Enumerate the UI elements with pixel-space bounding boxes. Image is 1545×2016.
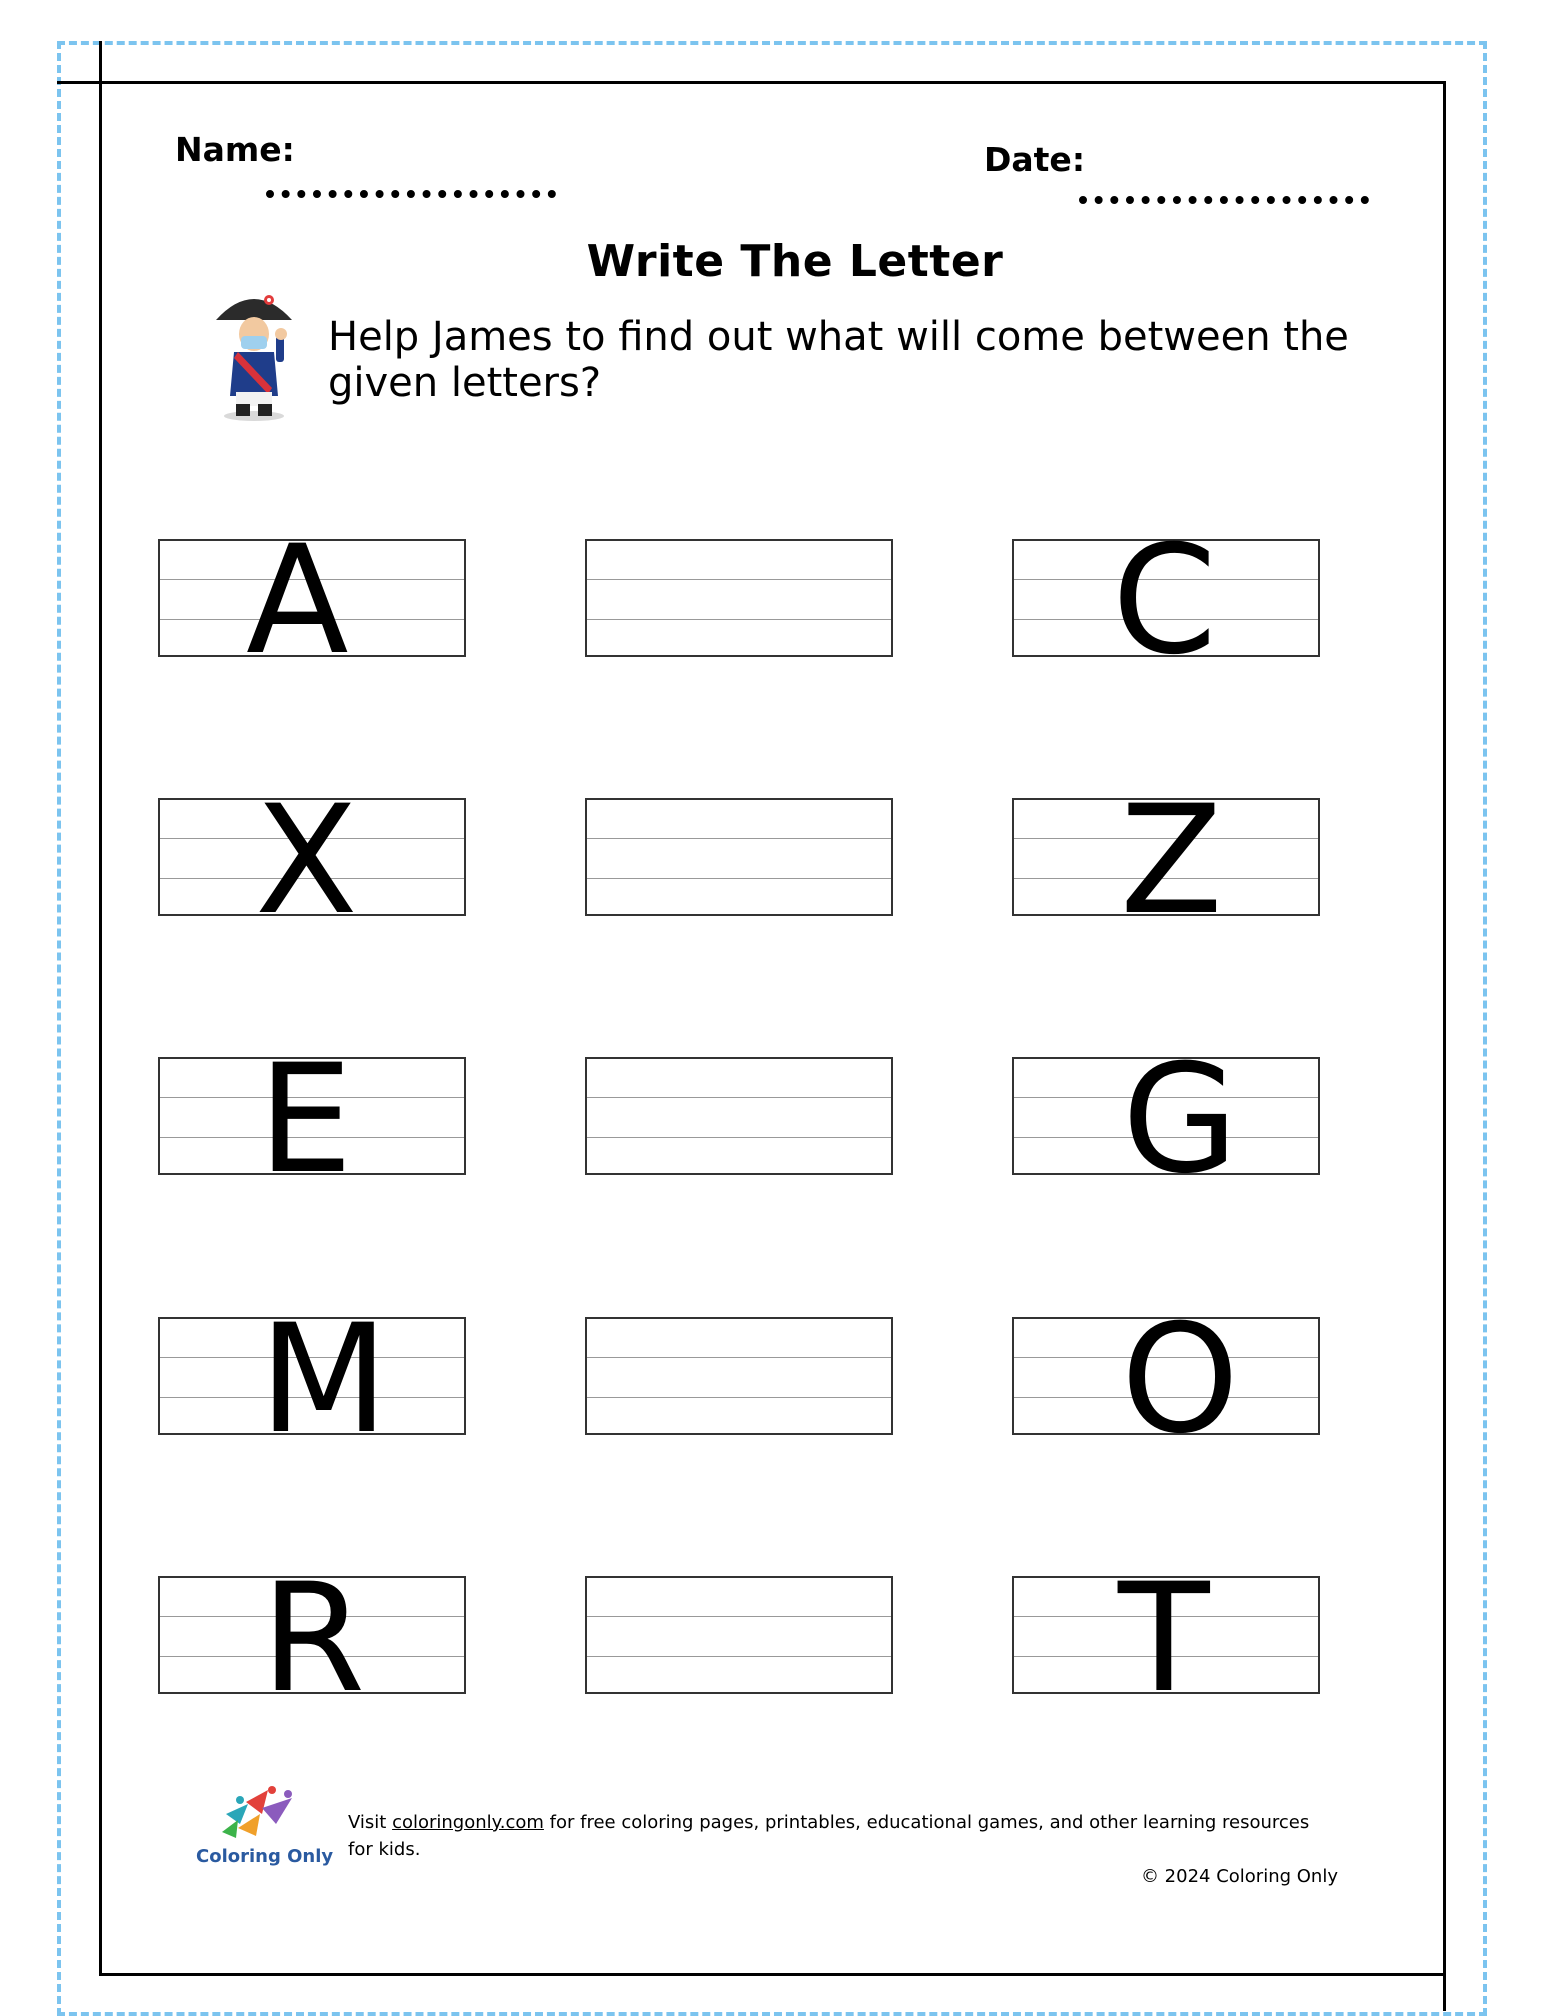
answer-box[interactable]	[585, 1576, 893, 1694]
name-label: Name:	[175, 130, 295, 169]
letter-left: R	[261, 1552, 366, 1726]
footer-link[interactable]: coloringonly.com	[392, 1812, 544, 1833]
coloring-only-logo-icon	[218, 1784, 298, 1840]
page-title: Write The Letter	[586, 236, 1004, 287]
frame-line-bottom	[99, 1973, 1445, 1976]
answer-box[interactable]	[585, 1317, 893, 1435]
footer-text	[348, 1809, 1338, 1890]
logo-text: Coloring Only	[196, 1846, 334, 1867]
answer-box[interactable]	[585, 1057, 893, 1175]
letter-left: M	[259, 1293, 389, 1467]
answer-box[interactable]	[585, 539, 893, 657]
footer-visit-suffix: for free coloring pages, printables, educational games, and other learning resources for kids.	[348, 1812, 1310, 1860]
copyright: © 2024 Coloring Only	[1140, 1866, 1338, 1887]
letter-left: E	[258, 1033, 353, 1207]
letter-right: T	[1118, 1552, 1210, 1726]
name-field[interactable]	[266, 182, 556, 198]
letter-right: Z	[1120, 774, 1223, 948]
date-label: Date:	[984, 140, 1086, 179]
letter-right: O	[1121, 1293, 1240, 1467]
date-field[interactable]	[1079, 188, 1369, 204]
frame-line-top	[57, 81, 1446, 84]
answer-box[interactable]	[585, 798, 893, 916]
character-illustration	[212, 284, 296, 422]
instruction-text: Help James to find out what will come between the given letters?	[328, 314, 1349, 406]
frame-line-right	[1443, 81, 1446, 2011]
letter-left: A	[246, 514, 349, 688]
frame-line-left	[99, 41, 102, 1976]
footer-visit-prefix: Visit	[348, 1812, 393, 1833]
letter-right: G	[1122, 1033, 1239, 1207]
letter-left: X	[255, 774, 358, 948]
letter-right: C	[1112, 514, 1217, 688]
